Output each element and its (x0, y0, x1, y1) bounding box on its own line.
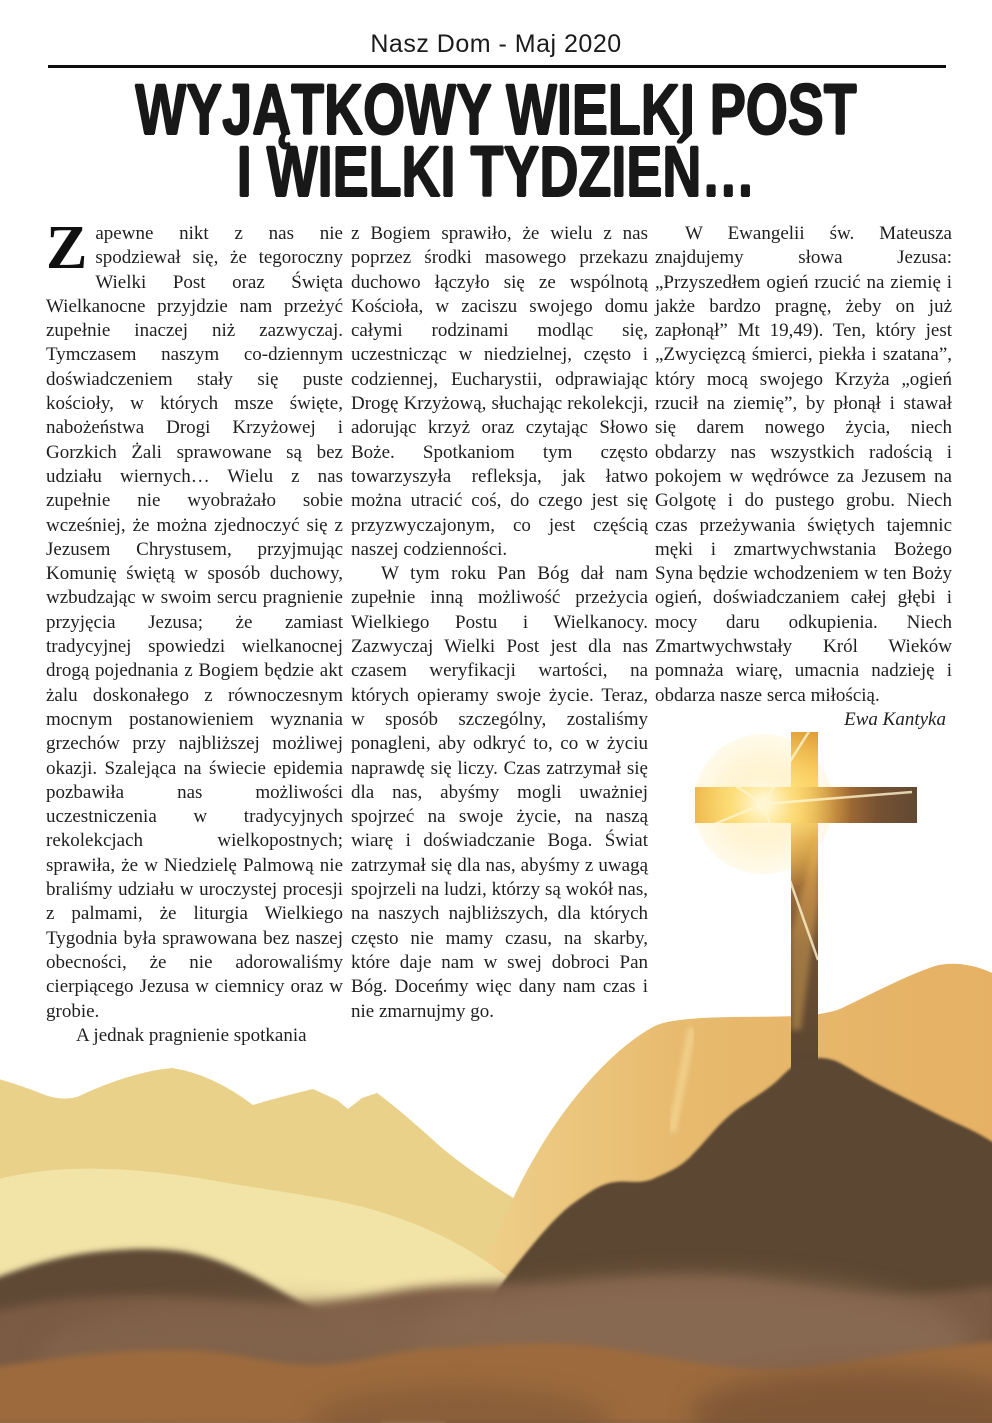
article-title-line1: WYJĄTKOWY WIELKI POST (135, 71, 857, 150)
paragraph: W tym roku Pan Bóg dał nam zupełnie inną możliwość przeżycia Wielkiego Postu i Wielkanocy. Zazwyczaj Wielki Post jest dla nas czasem weryfikacji wartości, na których opieramy swoje życie. Teraz, w sposób szczególny, zostaliśmy ponagleni, aby odkryć to, co w życiu naprawdę się liczy. Czas zatrzymał się dla nas, abyśmy mogli uważniej spojrzeć na swoje życie, na naszą wiarę i doświadczanie Boga. Świat zatrzymał się dla nas, abyśmy z uwagą spojrzeli na ludzi, którzy są wokół nas, na naszych najbliższych, dla których często nie mamy czasu, na skarby, które daje nam w swej dobroci Pan Bóg. Doceńmy więc dany nam czas i nie zmarnujmy go. (351, 563, 648, 1022)
article-title (0, 71, 992, 212)
paragraph: W Ewangelii św. Mateusza znajdujemy słowa Jezusa: „Przyszedłem ogień rzucić na ziemię i jakże bardzo pragnę, żeby on już zapłonął” Mt 19,49). Ten, który jest „Zwycięzcą śmierci, piekła i szatana”, który mocą swojego Krzyża „ogień rzucił na ziemię”, by płonął i stawał się darem nowego życia, niech obdarzy nas wszystkich radością i pokojem w wędrówce za Jezusem na Golgotę i do pustego grobu. Niech czas przeżywania świętych tajemnic męki i zmartwychwstania Bożego Syna będzie wchodzeniem w ten Boży ogień, doświadczaniem całej głębi i mocy daru odkupienia. Niech Zmartwychwstały Król Wieków pomnaża wiarę, umacnia nadzieję i obdarza nasze serca miłością. (655, 223, 952, 706)
article-column-3 (655, 222, 952, 732)
header-divider-rule (48, 65, 946, 68)
drop-cap: Z (46, 214, 88, 282)
hilltop-cross-artwork (0, 700, 992, 1423)
author-byline: Ewa Kantyka (844, 708, 946, 730)
paragraph: A jednak pragnienie spotkania (76, 1024, 307, 1046)
article-title-line2: I WIELKI TYDZIEŃ… (236, 133, 756, 212)
paragraph-text: apewne nikt z nas nie spodziewał się, że tegoroczny Wielki Post oraz Święta Wielkanocne przyjdzie nam przeżyć zupełnie inaczej niż zazwyczaj. Tymczasem naszym co-dziennym doświadczeniem stały się puste kościoły, w których msze święte, nabożeństwa Drogi Krzyżowej i Gorzkich Żali sprawowane są bez udziału wiernych… Wielu z nas zupełnie nie wyobrażało sobie wcześniej, że można zjednoczyć się z Jezusem Chrystusem, przyjmując Komunię świętą w sposób duchowy, wzbudzając w swoim sercu pragnienie przyjęcia Jezusa; że zamiast tradycyjnej spowiedzi wielkanocnej drogą pojednania z Bogiem będzie akt żalu doskonałego z równoczesnym mocnym postanowieniem wyznania grzechów przy najbliższej możliwej okazji. Szalejąca na świecie epidemia pozbawiła nas możliwości uczestniczenia w tradycyjnych rekolekcjach wielkopostnych; sprawiła, że w Niedzielę Palmową nie braliśmy udziału w uroczystej procesji z palmami, że liturgia Wielkiego Tygodnia była sprawowana bez naszej obecności, że nie adorowaliśmy cierpiącego Jezusa w ciemnicy oraz w grobie. (46, 223, 343, 1022)
paragraph: z Bogiem sprawiło, że wielu z nas poprzez środki masowego przekazu duchowo łączyło się ze wspólnotą Kościoła, w zaciszu swojego domu całymi rodzinami modląc się, uczestnicząc w niedzielnej, często i codziennej, Eucharystii, odprawiając Drogę Krzyżową, słuchając rekolekcji, adorując krzyż oraz czytając Słowo Boże. Spotkaniom tym często towarzyszyła refleksja, jak łatwo można utracić coś, do czego jest się przyzwyczajonym, co jest częścią naszej codzienności. (351, 223, 648, 560)
page-header-title: Nasz Dom - Maj 2020 (370, 30, 622, 58)
